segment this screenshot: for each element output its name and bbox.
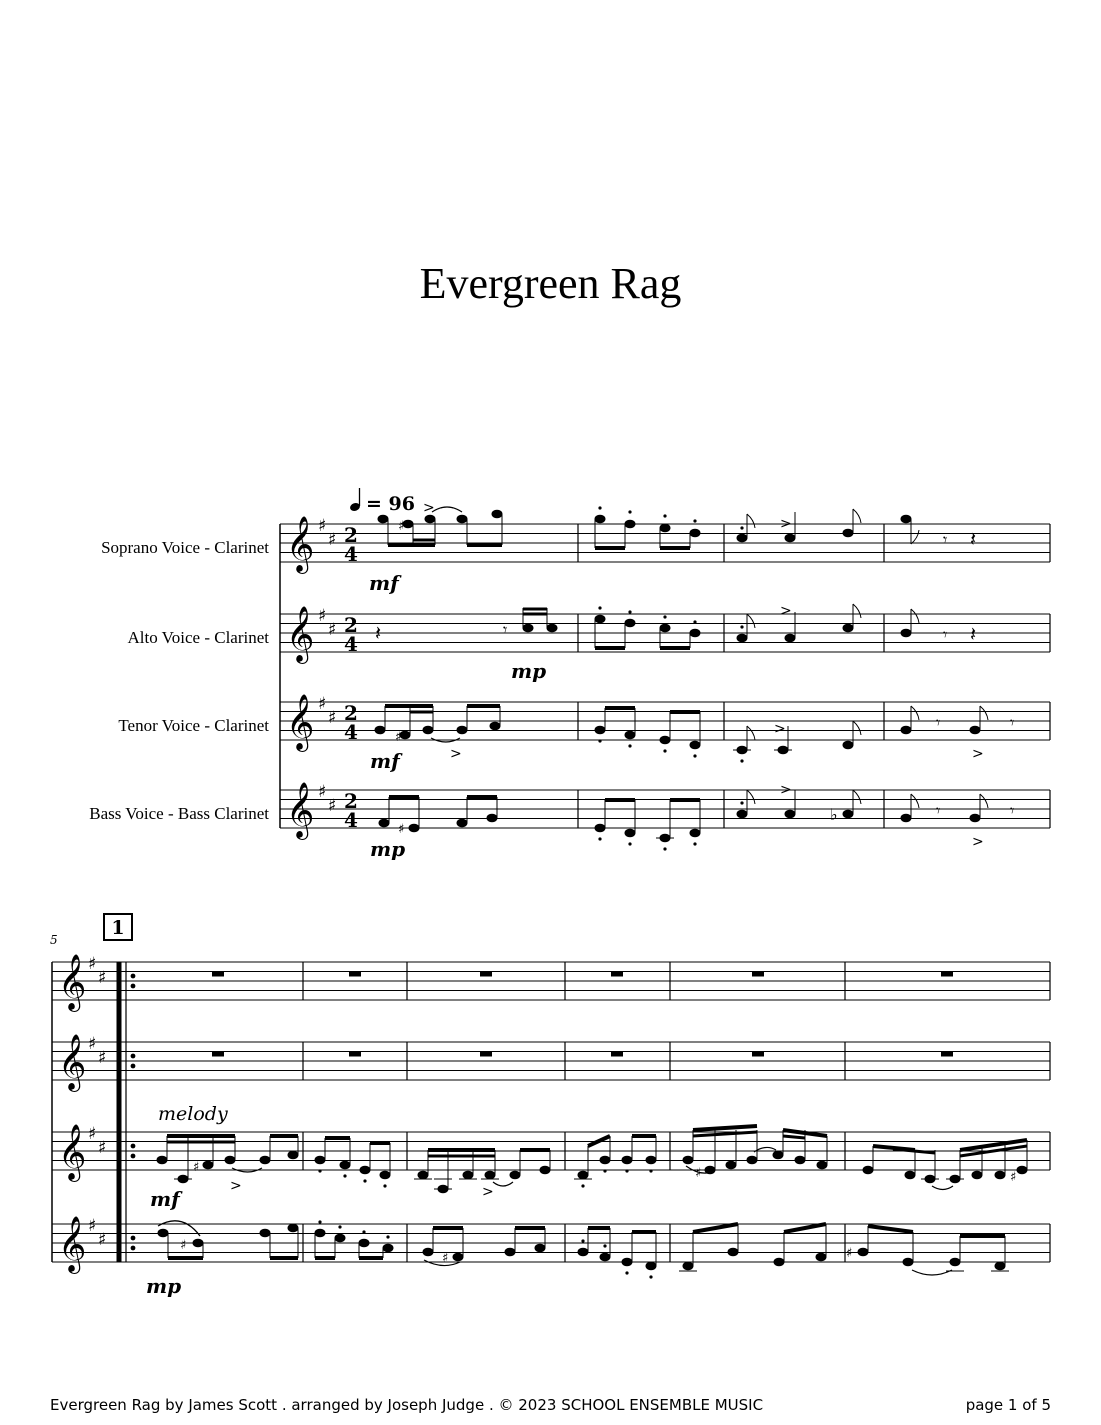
instrument-label-soprano: Soprano Voice - Clarinet <box>101 538 269 557</box>
dynamic-soprano-m1: mf <box>369 571 399 595</box>
measure-number: 5 <box>50 933 58 947</box>
tempo-text: = 96 <box>366 493 415 515</box>
svg-text:♯: ♯ <box>98 968 107 988</box>
instrument-label-bass: Bass Voice - Bass Clarinet <box>89 804 269 823</box>
svg-text:♯: ♯ <box>88 1124 97 1144</box>
svg-text:2: 2 <box>344 613 358 637</box>
rehearsal-mark <box>104 914 132 940</box>
tenor-notes-m1-4 <box>375 706 1014 763</box>
svg-text:>: > <box>972 834 984 850</box>
svg-text:𝄞: 𝄞 <box>286 516 315 572</box>
svg-text:♯: ♯ <box>180 1238 187 1253</box>
expression-text: melody <box>158 1103 228 1125</box>
svg-text:>: > <box>780 603 792 619</box>
svg-text:♯: ♯ <box>318 782 327 802</box>
instrument-label-tenor: Tenor Voice - Clarinet <box>118 716 269 735</box>
svg-text:𝄞: 𝄞 <box>286 782 315 838</box>
svg-text:>: > <box>450 746 462 762</box>
time-signature <box>344 523 358 832</box>
dynamic-bass-m1: mp <box>370 837 406 861</box>
rehearsal-mark-number: 1 <box>111 917 125 939</box>
svg-text:𝄽: 𝄽 <box>375 621 382 645</box>
svg-text:4: 4 <box>344 632 358 656</box>
staff-alto-2 <box>52 1042 1050 1080</box>
staff-soprano-2 <box>52 962 1050 1000</box>
svg-text:♯: ♯ <box>318 694 327 714</box>
svg-text:𝄾: 𝄾 <box>1010 801 1015 820</box>
dynamic-bass-m5: mp <box>146 1274 182 1298</box>
barlines-system-2 <box>303 962 1050 1262</box>
svg-text:♯: ♯ <box>328 620 337 640</box>
svg-text:♯: ♯ <box>442 1251 449 1266</box>
svg-text:♯: ♯ <box>88 1034 97 1054</box>
svg-text:♭: ♭ <box>830 805 838 824</box>
svg-text:𝄾: 𝄾 <box>936 801 941 820</box>
svg-text:♯: ♯ <box>88 954 97 974</box>
footer-page-number: page 1 of 5 <box>965 1396 1051 1414</box>
svg-text:4: 4 <box>344 720 358 744</box>
system-1 <box>280 524 1050 828</box>
svg-text:♯: ♯ <box>318 606 327 626</box>
barlines-system-1 <box>578 524 1050 828</box>
page-title: Evergreen Rag <box>419 259 682 308</box>
bass-notes-m5-10 <box>158 1220 1009 1278</box>
dynamic-tenor-m5: mf <box>150 1187 180 1211</box>
dynamic-tenor-m1: mf <box>370 749 400 773</box>
svg-text:𝄞: 𝄞 <box>286 694 315 750</box>
svg-text:𝄽: 𝄽 <box>970 622 977 646</box>
svg-text:♯: ♯ <box>695 1166 702 1181</box>
treble-clef-icon-system-2 <box>58 954 86 1274</box>
svg-text:𝄾: 𝄾 <box>943 530 948 549</box>
key-signature-sharps-system-2 <box>88 954 106 1250</box>
svg-text:>: > <box>230 1178 242 1194</box>
svg-text:♯: ♯ <box>846 1246 853 1261</box>
treble-clef-icon <box>286 516 314 840</box>
svg-text:♯: ♯ <box>193 1160 200 1175</box>
svg-text:𝄾: 𝄾 <box>943 625 948 644</box>
svg-text:>: > <box>972 746 984 762</box>
footer-credit: Evergreen Rag by James Scott . arranged by Joseph Judge . © 2023 SCHOOL ENSEMBLE MUSIC <box>50 1396 764 1414</box>
svg-text:𝄞: 𝄞 <box>286 606 315 662</box>
instrument-label-alto: Alto Voice - Clarinet <box>127 628 269 647</box>
svg-text:𝄾: 𝄾 <box>503 620 508 639</box>
bass-notes-m1-4 <box>379 782 1014 851</box>
alto-notes-m1-4 <box>375 603 976 648</box>
time-sig-top: 2 <box>344 523 358 547</box>
svg-text:𝄞: 𝄞 <box>58 1034 87 1090</box>
repeat-dots <box>131 974 136 1251</box>
svg-text:♯: ♯ <box>398 822 405 837</box>
svg-text:♯: ♯ <box>328 530 337 550</box>
svg-text:4: 4 <box>344 808 358 832</box>
tempo-marking <box>349 488 415 515</box>
svg-text:♯: ♯ <box>318 516 327 536</box>
svg-text:>: > <box>774 721 786 737</box>
svg-text:♯: ♯ <box>98 1138 107 1158</box>
whole-rests <box>212 972 953 1057</box>
svg-text:♯: ♯ <box>88 1216 97 1236</box>
time-sig-bottom: 4 <box>344 542 358 566</box>
svg-text:𝄞: 𝄞 <box>58 1124 87 1180</box>
svg-text:♯: ♯ <box>395 730 402 745</box>
svg-text:𝄽: 𝄽 <box>970 527 977 551</box>
svg-text:♯: ♯ <box>328 796 337 816</box>
svg-text:♯: ♯ <box>1010 1170 1017 1185</box>
svg-text:♯: ♯ <box>328 708 337 728</box>
svg-text:2: 2 <box>344 701 358 725</box>
svg-text:>: > <box>780 782 792 798</box>
svg-text:𝄾: 𝄾 <box>936 713 941 732</box>
dynamic-alto-m1: mp <box>511 659 547 683</box>
key-signature-sharps <box>318 516 336 816</box>
svg-text:2: 2 <box>344 789 358 813</box>
svg-text:♯: ♯ <box>98 1230 107 1250</box>
svg-text:>: > <box>780 516 792 532</box>
svg-text:𝄞: 𝄞 <box>58 954 87 1010</box>
svg-text:♯: ♯ <box>398 519 405 534</box>
svg-text:𝄾: 𝄾 <box>1010 713 1015 732</box>
svg-text:>: > <box>423 500 435 516</box>
tenor-notes-m5-10 <box>157 1126 1027 1200</box>
svg-text:𝄞: 𝄞 <box>58 1216 87 1272</box>
svg-text:>: > <box>482 1184 494 1200</box>
svg-text:♯: ♯ <box>98 1048 107 1068</box>
